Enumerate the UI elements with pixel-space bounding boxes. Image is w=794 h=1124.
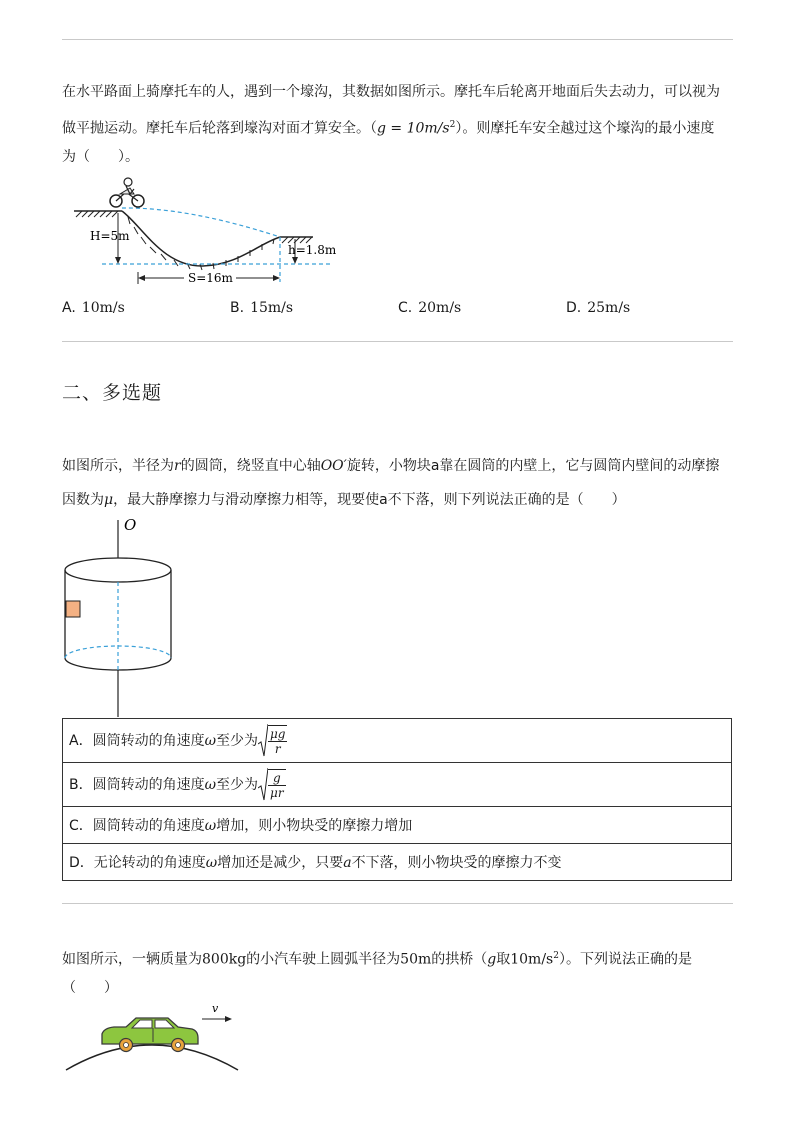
q1-option-c[interactable]: C. 20m/s [398, 300, 462, 316]
motorcycle-icon [110, 178, 144, 207]
car-bridge-figure [62, 998, 252, 1078]
S-label: S=16m [188, 271, 233, 285]
car-icon [102, 1018, 198, 1052]
q3-text-line2: （ ） [62, 980, 118, 996]
divider-1 [62, 341, 733, 342]
q2-choice-d[interactable]: D．无论转动的角速度ω增加还是减少，只要a不下落，则小物块受的摩擦力不变 [63, 844, 732, 881]
q1-option-a[interactable]: A. 10m/s [62, 300, 125, 316]
q2-text-line2: 因数为μ，最大静摩擦力与滑动摩擦力相等，现要使a不下落，则下列说法正确的是（ ） [62, 492, 626, 508]
q1-text-line2: 做平抛运动。摩托车后轮落到壕沟对面才算安全。$(g = 10m/s^2)$。则摩托车安全越过这个壕沟的最小速度 [62, 120, 715, 137]
H-label: H=5m [90, 229, 130, 243]
q2-choice-a[interactable]: A．圆筒转动的角速度ω至少为 $\frac{\mu g}{r}$ [63, 719, 732, 763]
section-title: 二、多选题 [62, 382, 163, 404]
divider-2 [62, 903, 733, 904]
q2-choice-b[interactable]: B．圆筒转动的角速度ω至少为 $\frac{g}{\mu r}$ [63, 763, 732, 807]
ditch-figure [68, 172, 348, 294]
q2-choice-c[interactable]: C．圆筒转动的角速度ω增加，则小物块受的摩擦力增加 [63, 807, 732, 844]
top-divider [62, 39, 733, 40]
q1-text-line3: 为（ ）。 [62, 149, 139, 165]
trajectory [122, 208, 280, 237]
cylinder-figure [60, 512, 190, 722]
q1-text-line1: 在水平路面上骑摩托车的人，遇到一个壕沟，其数据如图所示。摩托车后轮离开地面后失去动力，可以视为 [62, 84, 720, 100]
q1-option-d[interactable]: D. 25m/s [566, 300, 631, 316]
bridge-arc [66, 1045, 238, 1070]
q2-choices-table [62, 718, 732, 881]
h-label: h=1.8m [288, 243, 337, 257]
ditch-curve [122, 211, 280, 266]
block-a [66, 601, 80, 617]
v-label: v [212, 1002, 219, 1015]
q1-option-b[interactable]: B. 15m/s [230, 300, 294, 316]
O-label: O [124, 516, 137, 534]
q2-text-line1: 如图所示，半径为r的圆筒，绕竖直中心轴OO′旋转，小物块a靠在圆筒的内壁上，它与圆筒内壁间的动摩擦 [62, 458, 720, 474]
q3-text-line1: 如图所示，一辆质量为800kg的小汽车驶上圆弧半径为50m的拱桥（g取$10m/s^2$）。下列说法正确的是 [62, 951, 692, 968]
